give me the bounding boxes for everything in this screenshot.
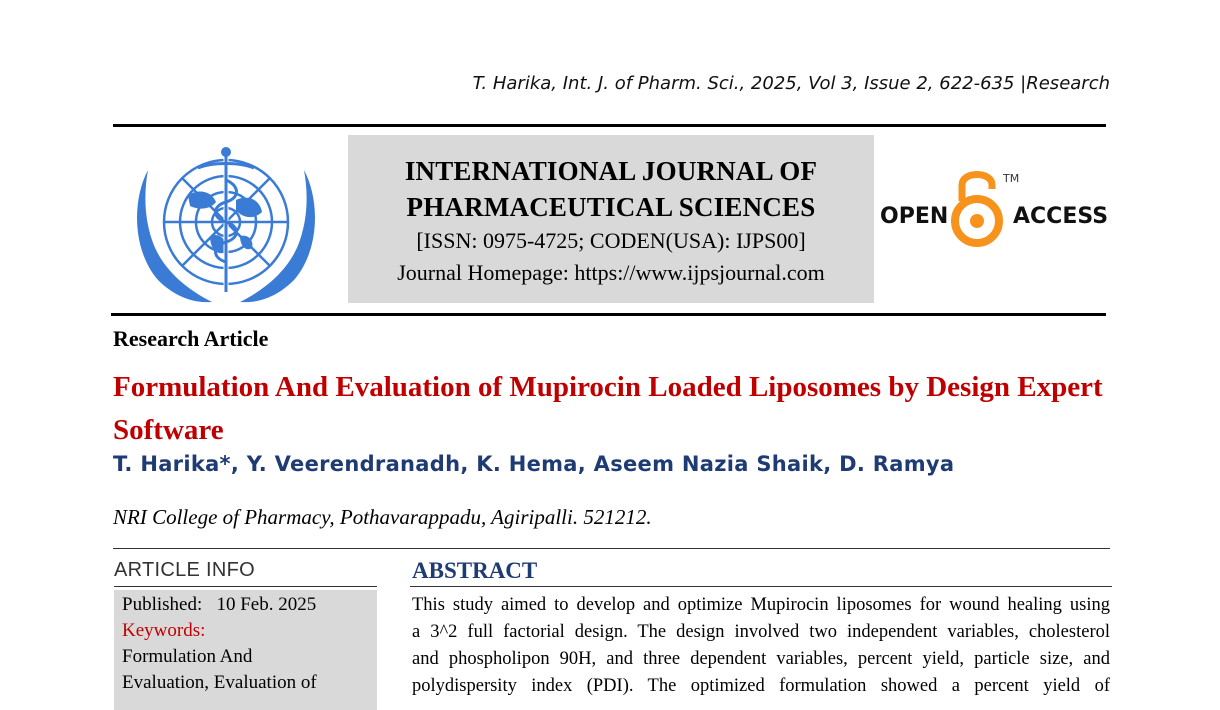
published-date: 10 Feb. 2025 bbox=[216, 594, 317, 615]
journal-homepage[interactable]: Journal Homepage: https://www.ijpsjournal.com bbox=[397, 260, 825, 285]
journal-masthead bbox=[348, 135, 874, 303]
article-info-heading: ARTICLE INFO bbox=[114, 559, 256, 581]
oa-word-access: ACCESS bbox=[1013, 204, 1109, 229]
open-lock-icon bbox=[955, 175, 999, 244]
abstract-line: a 3^2 full factorial design. The design involved two independent variables, cholesterol bbox=[412, 622, 1110, 642]
journal-title-line2: PHARMACEUTICAL SCIENCES bbox=[406, 192, 816, 222]
abstract-line: This study aimed to develop and optimize Mupirocin liposomes for wound healing using bbox=[412, 595, 1110, 615]
journal-issn: [ISSN: 0975-4725; CODEN(USA): IJPS00] bbox=[416, 228, 806, 253]
affiliation: NRI College of Pharmacy, Pothavarappadu, Agiripalli. 521212. bbox=[113, 505, 652, 529]
journal-title-line1: INTERNATIONAL JOURNAL OF bbox=[404, 156, 818, 186]
article-info-rule bbox=[114, 586, 377, 587]
article-type: Research Article bbox=[113, 326, 269, 351]
running-head: T. Harika, Int. J. of Pharm. Sci., 2025, Vol 3, Issue 2, 622-635 |Research bbox=[472, 73, 1110, 94]
oa-word-open: OPEN bbox=[880, 204, 949, 229]
article-title: Formulation And Evaluation of Mupirocin Loaded Liposomes by Design Expert Software bbox=[113, 371, 1103, 446]
un-emblem-icon bbox=[128, 140, 324, 306]
abstract-line: polydispersity index (PDI). The optimized formulation showed a percent yield of bbox=[412, 676, 1110, 696]
abstract-body bbox=[412, 592, 1110, 700]
published-label: Published: bbox=[122, 594, 203, 615]
abstract-rule bbox=[410, 586, 1112, 587]
header-bottom-rule bbox=[111, 313, 1106, 316]
oa-trademark: TM bbox=[1003, 172, 1020, 185]
affiliation-rule bbox=[113, 548, 1110, 549]
keywords-line: Formulation And bbox=[122, 646, 253, 667]
article-info-box bbox=[114, 590, 377, 710]
abstract-heading: ABSTRACT bbox=[412, 558, 538, 583]
published-row bbox=[122, 592, 369, 618]
keywords-label: Keywords: bbox=[122, 620, 206, 641]
open-access-logo bbox=[880, 165, 1110, 255]
keywords-line: Evaluation, Evaluation of bbox=[122, 672, 317, 693]
author-list: T. Harika*, Y. Veerendranadh, K. Hema, Aseem Nazia Shaik, D. Ramya bbox=[113, 452, 955, 476]
header-top-rule bbox=[113, 124, 1106, 127]
abstract-line: and phospholipon 90H, and three dependent variables, percent yield, particle size, and bbox=[412, 649, 1110, 669]
